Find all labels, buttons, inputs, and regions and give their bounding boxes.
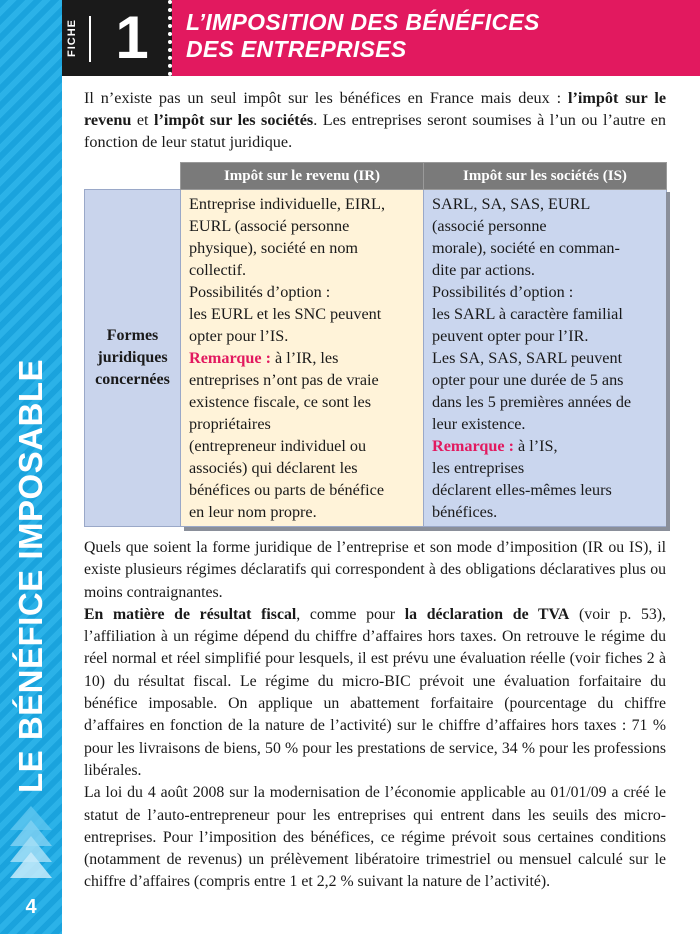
ir-line: collectif. bbox=[189, 261, 247, 279]
intro-bold-1: l’impôt sur le revenu bbox=[84, 89, 667, 129]
ir-remark-line: associés) qui déclarent les bbox=[189, 459, 358, 477]
row-label-line: juridiques bbox=[97, 349, 168, 366]
ir-remark-text: à l’IR, les bbox=[270, 349, 339, 367]
ir-line: Entreprise individuelle, EIRL, bbox=[189, 195, 385, 213]
ir-remark-line: (entrepreneur individuel ou bbox=[189, 437, 367, 455]
intro-text-3: . Les entreprises seront soumises à l’un ou l’autre en fonction de leur statut juridique. bbox=[84, 111, 667, 151]
p2-bold-2: la déclaration de TVA bbox=[404, 605, 570, 623]
p2-text-2: (voir p. 53), l’affiliation à un régime dépend du chiffre d’affaires hors taxes. On retrouve le régime du réel normal et réel simplifié pour lesquels, il est prévu une évaluation réelle (voir fiches 2 à 10) du résultat fiscal. Le régime du micro-BIC prévoit une évaluation forfaitaire du bénéfice imposable. On applique un abattement forfaitaire (pourcentage du chiffre d’affaires en fonction de la nature de l’activité) sur le chiffre d’affaires hors taxes : 71 % pour les livraisons de biens, 50 % pour les prestations de service, 34 % pour les professions libérales. bbox=[84, 605, 666, 779]
is-remark-label: Remarque : bbox=[432, 437, 514, 455]
table-row bbox=[85, 190, 667, 527]
is-line: Possibilités d’option : bbox=[432, 283, 574, 301]
paragraph-resultat-fiscal bbox=[84, 604, 666, 782]
fiche-divider bbox=[89, 16, 91, 62]
ir-line: physique), société en nom bbox=[189, 239, 359, 257]
ir-remark-line: propriétaires bbox=[189, 415, 271, 433]
main-content bbox=[84, 87, 666, 894]
table-shadow-bottom bbox=[184, 527, 670, 531]
page-number: 4 bbox=[25, 896, 37, 918]
comparison-table-wrap bbox=[84, 162, 666, 527]
is-line: peuvent opter pour l’IR. bbox=[432, 327, 589, 345]
fiche-label: FICHE bbox=[66, 19, 78, 57]
ir-cell bbox=[181, 190, 424, 527]
row-label-line: Formes bbox=[106, 327, 159, 344]
ir-remark-line: existence fiscale, ce sont les bbox=[189, 393, 372, 411]
header-is: Impôt sur les sociétés (IS) bbox=[424, 163, 667, 190]
paragraph-regimes: Quels que soient la forme juridique de l’entreprise et son mode d’imposition (IR ou IS), il existe plusieurs régimes déclaratifs qui correspondent à des obligations déclaratives plus ou moins contraignantes. bbox=[84, 539, 666, 601]
is-cell bbox=[424, 190, 667, 527]
is-line: morale), société en comman- bbox=[432, 239, 620, 257]
sidebar-title: LE BÉNÉFICE IMPOSABLE bbox=[12, 358, 49, 794]
is-line: SARL, SA, SAS, EURL bbox=[432, 195, 591, 213]
page-title-line2: DES ENTREPRISES bbox=[186, 36, 407, 62]
row-label-line: concernées bbox=[95, 371, 170, 388]
header-band bbox=[172, 0, 700, 76]
triangle-stack-icon bbox=[10, 806, 52, 886]
ir-remark-line: en leur nom propre. bbox=[189, 503, 317, 521]
page-title-line1: L’IMPOSITION DES BÉNÉFICES bbox=[186, 9, 540, 35]
comparison-table bbox=[84, 162, 667, 527]
is-remark-line: déclarent elles-mêmes leurs bbox=[432, 481, 612, 499]
p2-text-1: , comme pour bbox=[296, 605, 405, 623]
intro-paragraph bbox=[84, 87, 666, 153]
is-line: dite par actions. bbox=[432, 261, 535, 279]
p2-bold-1: En matière de résultat fiscal bbox=[84, 605, 297, 623]
ir-remark-line: entreprises n’ont pas de vraie bbox=[189, 371, 379, 389]
table-shadow-right bbox=[666, 192, 670, 527]
ir-line: opter pour l’IS. bbox=[189, 327, 289, 345]
row-label-formes-juridiques bbox=[85, 190, 181, 527]
ir-remark-label: Remarque : bbox=[189, 349, 271, 367]
is-remark-line: bénéfices. bbox=[432, 503, 498, 521]
is-line: opter pour une durée de 5 ans bbox=[432, 371, 624, 389]
paragraph-auto-entrepreneur: La loi du 4 août 2008 sur la modernisation de l’économie applicable au 01/01/09 a créé le statut de l’auto-entrepreneur pour les entreprises qui entrent dans les seuils des micro-entreprises. Pour l’imposition des bénéfices, ce régime prévoit sous certaines conditions (notamment de revenus) un prélèvement libératoire trimestriel ou mensuel calculé sur le chiffre d’affaires (compris entre 1 et 2,2 % suivant la nature de l’activité). bbox=[84, 784, 666, 891]
intro-text-1: Il n’existe pas un seul impôt sur les bénéfices en France mais deux : bbox=[84, 89, 568, 107]
intro-text-2: et bbox=[131, 111, 155, 129]
is-remark-line: les entreprises bbox=[432, 459, 525, 477]
sidebar bbox=[0, 0, 62, 934]
is-line: les SARL à caractère familial bbox=[432, 305, 623, 323]
is-line: dans les 5 premières années de bbox=[432, 393, 632, 411]
ir-line: les EURL et les SNC peuvent bbox=[189, 305, 382, 323]
table-corner bbox=[85, 163, 181, 190]
is-remark-text: à l’IS, bbox=[513, 437, 558, 455]
ir-remark-line: bénéfices ou parts de bénéfice bbox=[189, 481, 385, 499]
table-header-row bbox=[85, 163, 667, 190]
is-line: Les SA, SAS, SARL peuvent bbox=[432, 349, 623, 367]
ir-line: Possibilités d’option : bbox=[189, 283, 331, 301]
is-line: leur existence. bbox=[432, 415, 526, 433]
fiche-badge bbox=[62, 0, 172, 76]
fiche-number: 1 bbox=[115, 4, 149, 71]
header-ir: Impôt sur le revenu (IR) bbox=[181, 163, 424, 190]
ir-line: EURL (associé personne bbox=[189, 217, 350, 235]
is-line: (associé personne bbox=[432, 217, 547, 235]
intro-bold-2: l’impôt sur les sociétés bbox=[154, 111, 314, 129]
page-title bbox=[186, 9, 540, 63]
